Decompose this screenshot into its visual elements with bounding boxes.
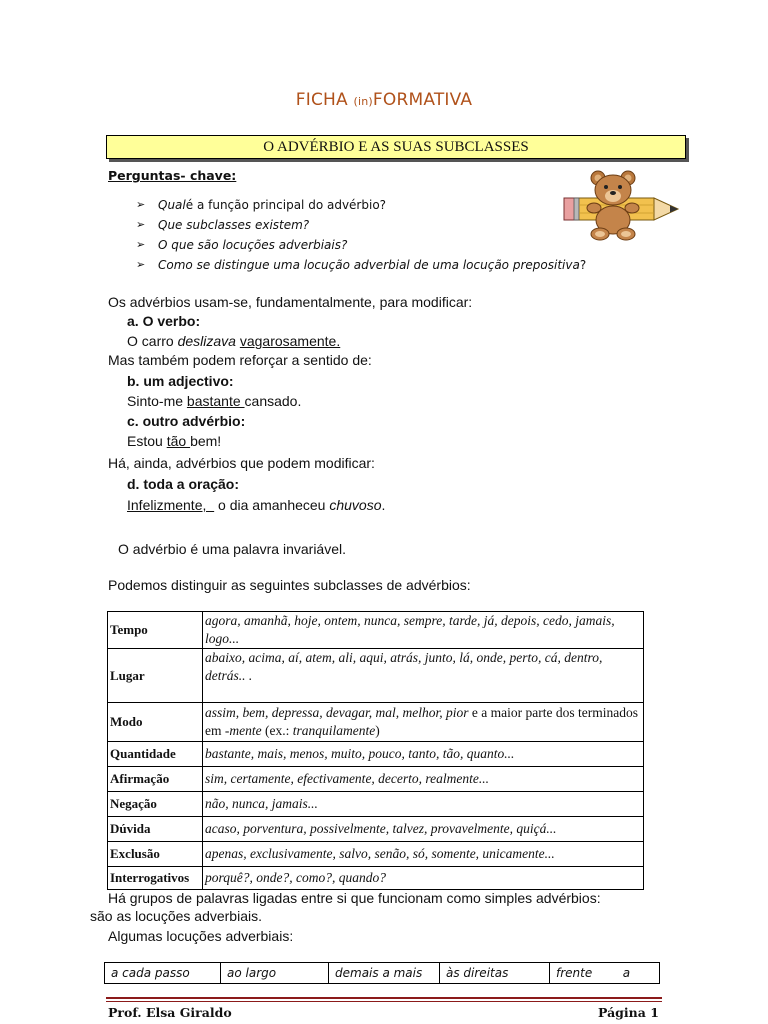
- locucao-cell: frente a: [550, 963, 660, 984]
- table-row: [108, 649, 644, 703]
- table-row: [108, 612, 644, 649]
- arrow-bullet-icon: ➢: [136, 198, 146, 211]
- locucao-cell: a cada passo: [105, 963, 221, 984]
- example-line: O carro deslizava vagarosamente.: [127, 333, 341, 349]
- category-cell: Quantidade: [108, 742, 203, 767]
- examples-cell: acaso, porventura, possivelmente, talvez, provavelmente, quiçá...: [203, 817, 644, 842]
- table-row: [105, 963, 660, 984]
- category-cell: Negação: [108, 792, 203, 817]
- question-item: ➢ Que subclasses existem?: [136, 215, 586, 235]
- locucao-cell: às direitas: [440, 963, 550, 984]
- examples-cell: bastante, mais, menos, muito, pouco, tanto, tão, quanto...: [203, 742, 644, 767]
- question-item: ➢ Como se distingue uma locução adverbial de uma locução prepositiva ?: [136, 255, 586, 275]
- paragraph: Há, ainda, advérbios que podem modificar:: [108, 455, 375, 471]
- table-row: [108, 867, 644, 890]
- examples-cell: sim, certamente, efectivamente, decerto, realmente...: [203, 767, 644, 792]
- paragraph: Podemos distinguir as seguintes subclasses de advérbios:: [108, 577, 471, 593]
- examples-cell: abaixo, acima, aí, atem, ali, aqui, atrás, junto, lá, onde, perto, cá, dentro, detrás.. .: [203, 649, 644, 703]
- teddy-pencil-illustration: [556, 168, 684, 242]
- question-item: ➢ Qual é a função principal do advérbio?: [136, 195, 586, 215]
- table-row: [108, 703, 644, 742]
- title-small-part: (in): [353, 95, 373, 108]
- locucao-cell: demais a mais: [329, 963, 440, 984]
- table-row: [108, 767, 644, 792]
- footer-rule: [106, 1001, 662, 1002]
- table-row: [108, 842, 644, 867]
- paragraph: Os advérbios usam-se, fundamentalmente, para modificar:: [108, 294, 473, 310]
- category-cell: Tempo: [108, 612, 203, 649]
- title-part: FICHA: [295, 90, 354, 110]
- subtitle-banner: O ADVÉRBIO E AS SUAS SUBCLASSES: [106, 135, 686, 159]
- paragraph: O advérbio é uma palavra invariável.: [118, 541, 347, 557]
- examples-cell: porquê?, onde?, como?, quando?: [203, 867, 644, 890]
- item-label: c. outro advérbio:: [127, 413, 246, 429]
- document-title: [0, 90, 768, 110]
- category-cell: Modo: [108, 703, 203, 742]
- example-line: Estou tão bem!: [127, 433, 222, 449]
- footer-page-number: Página 1: [598, 1005, 659, 1020]
- title-part: FORMATIVA: [372, 90, 473, 110]
- arrow-bullet-icon: ➢: [136, 218, 146, 231]
- example-line: Infelizmente, o dia amanheceu chuvoso.: [127, 497, 386, 513]
- examples-cell: assim, bem, depressa, devagar, mal, melhor, pior e a maior parte dos terminados em -mente (ex.: tranquilamente): [203, 703, 644, 742]
- table-row: [108, 817, 644, 842]
- paragraph: são as locuções adverbiais.: [90, 908, 262, 924]
- subclasses-table: [107, 611, 644, 890]
- question-item: ➢ O que são locuções adverbiais?: [136, 235, 586, 255]
- examples-cell: apenas, exclusivamente, salvo, senão, só, somente, unicamente...: [203, 842, 644, 867]
- item-label: a. O verbo:: [127, 313, 201, 329]
- item-label: b. um adjectivo:: [127, 373, 234, 389]
- category-cell: Dúvida: [108, 817, 203, 842]
- example-line: Sinto-me bastante cansado.: [127, 393, 302, 409]
- category-cell: Afirmação: [108, 767, 203, 792]
- paragraph: Há grupos de palavras ligadas entre si que funcionam como simples advérbios:: [108, 890, 601, 906]
- examples-cell: agora, amanhã, hoje, ontem, nunca, sempre, tarde, já, depois, cedo, jamais, logo...: [203, 612, 644, 649]
- arrow-bullet-icon: ➢: [136, 258, 146, 271]
- item-label: d. toda a oração:: [127, 476, 240, 492]
- category-cell: Exclusão: [108, 842, 203, 867]
- paragraph: Algumas locuções adverbiais:: [108, 928, 294, 944]
- footer-rule: [106, 997, 662, 999]
- category-cell: Interrogativos: [108, 867, 203, 890]
- examples-cell: não, nunca, jamais...: [203, 792, 644, 817]
- paragraph: Mas também podem reforçar a sentido de:: [108, 352, 372, 368]
- locucoes-table: [104, 962, 660, 984]
- table-row: [108, 742, 644, 767]
- locucao-cell: ao largo: [221, 963, 329, 984]
- table-row: [108, 792, 644, 817]
- category-cell: Lugar: [108, 649, 203, 703]
- arrow-bullet-icon: ➢: [136, 238, 146, 251]
- footer-author: Prof. Elsa Giraldo: [108, 1005, 232, 1020]
- key-questions-heading: Perguntas- chave:: [108, 168, 237, 183]
- key-questions-list: [136, 195, 586, 275]
